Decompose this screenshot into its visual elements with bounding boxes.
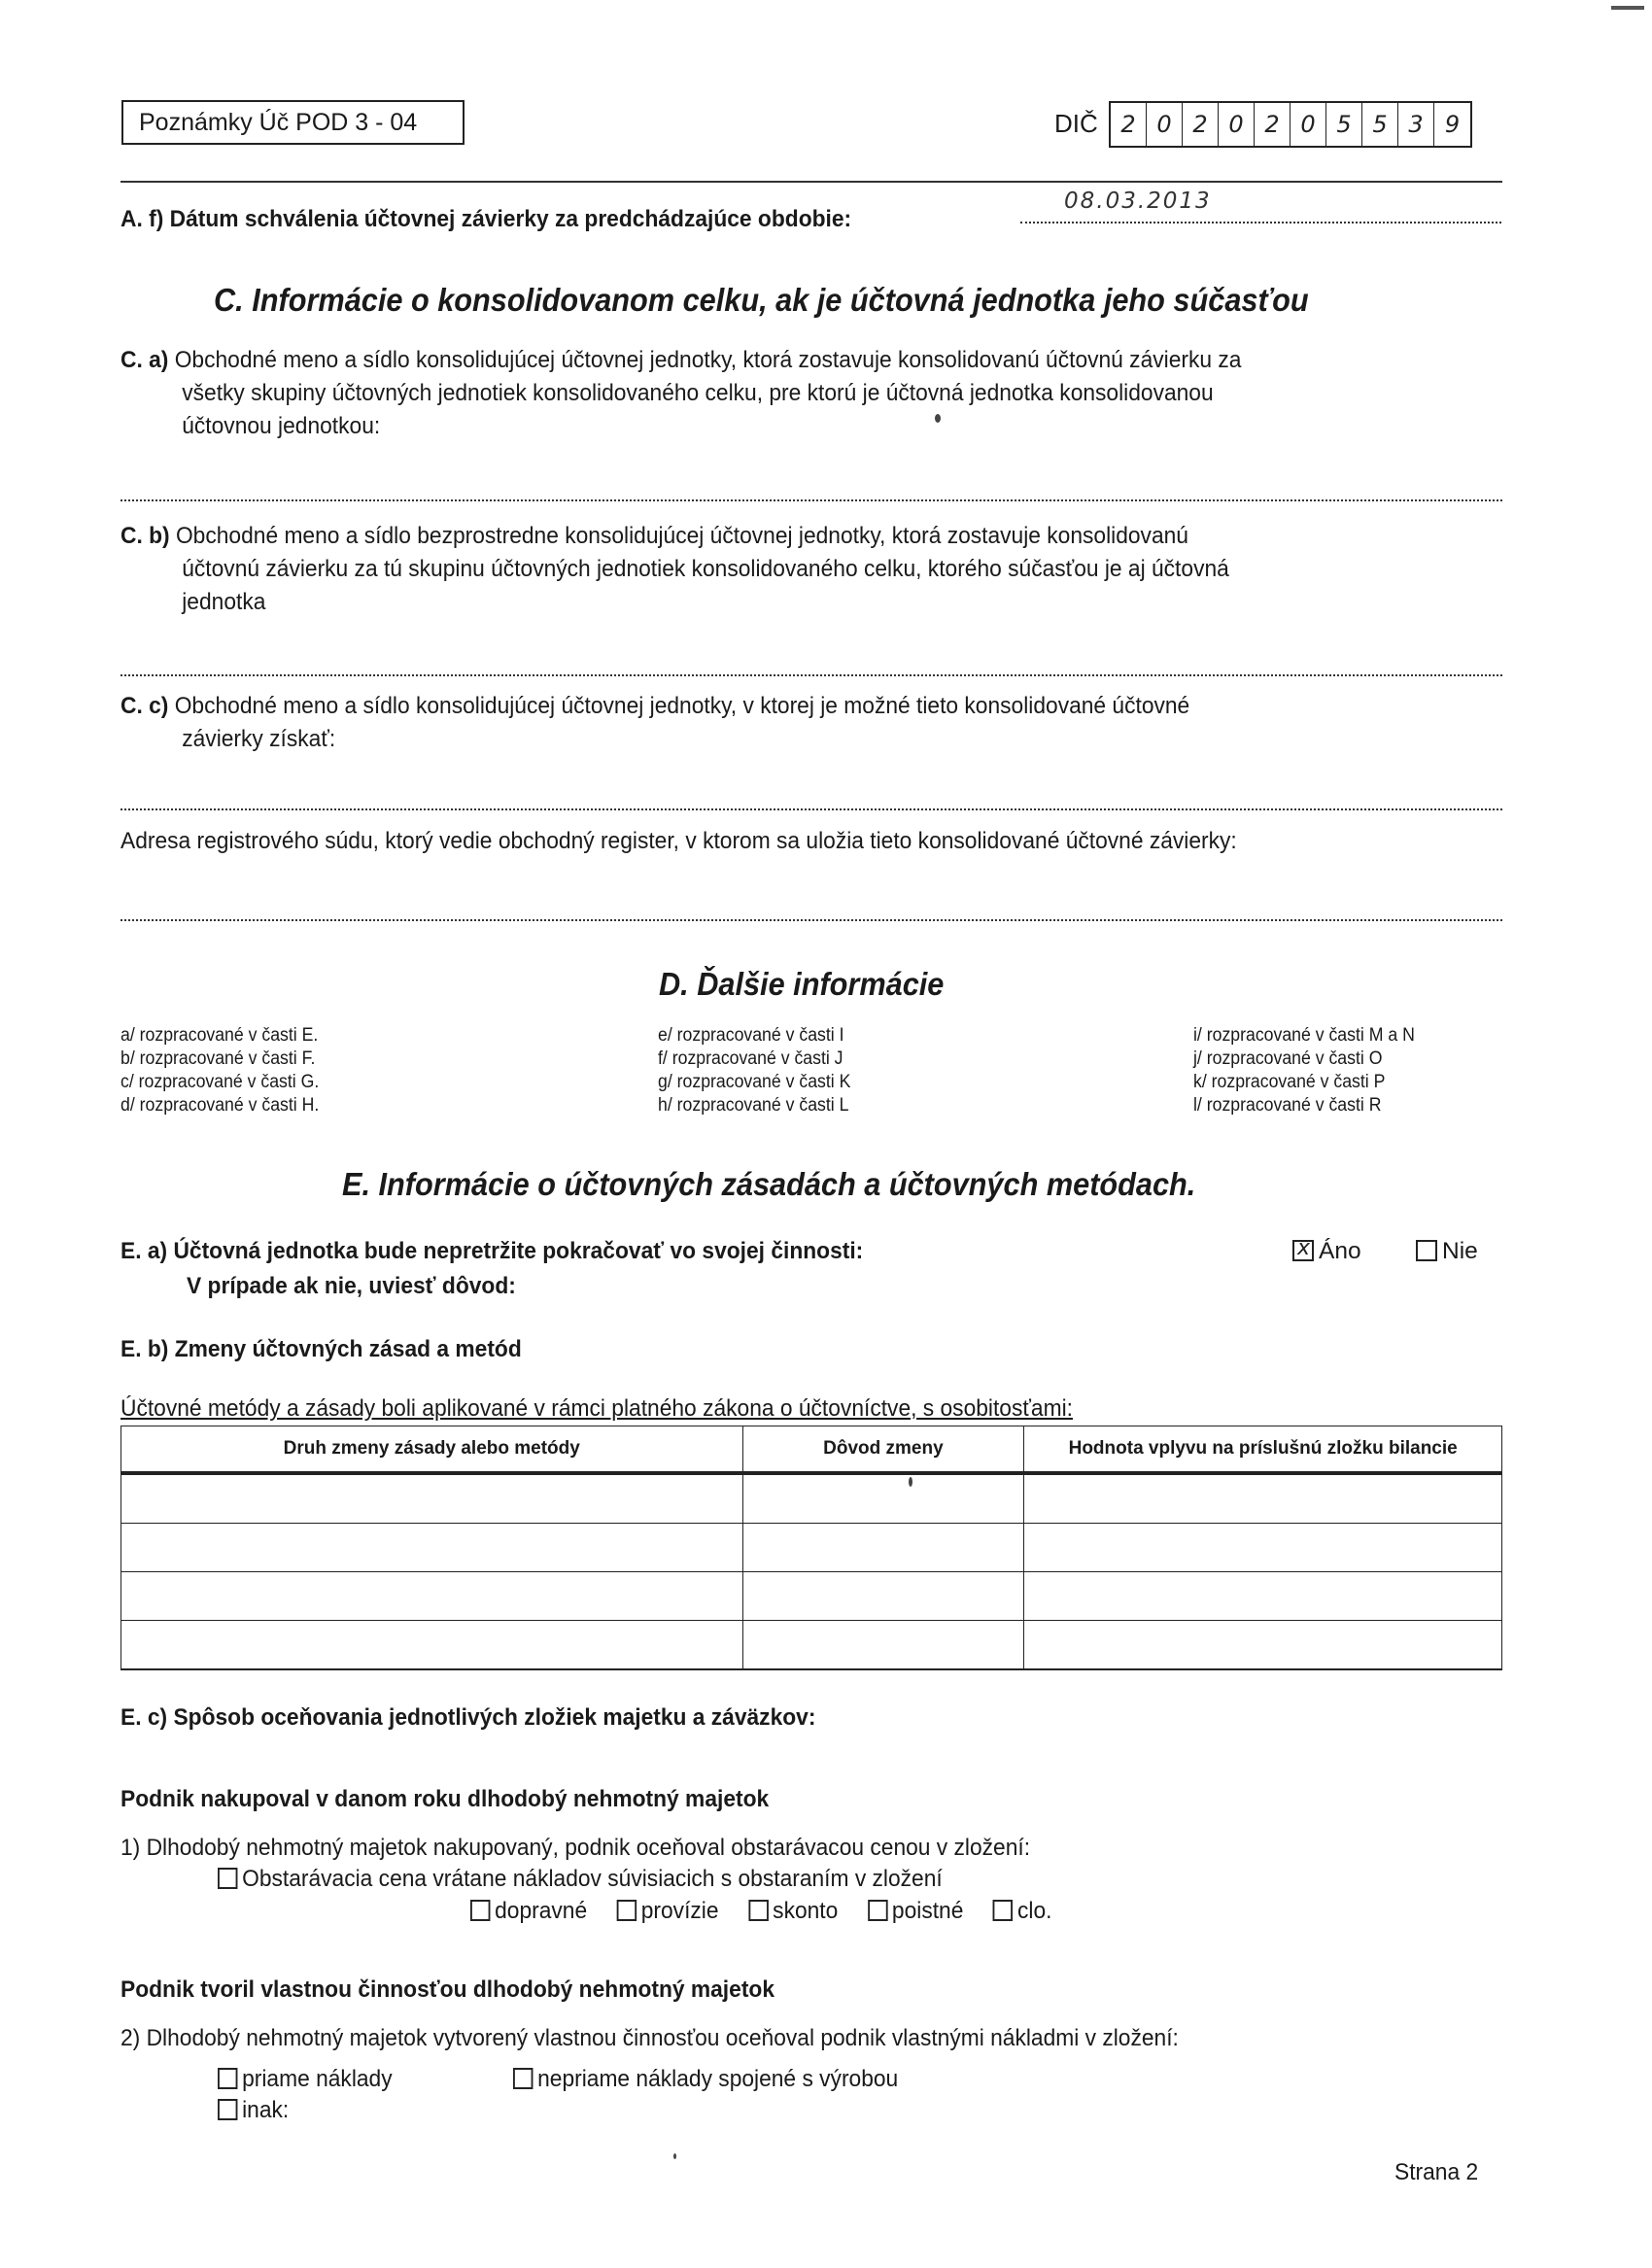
- ea-no-checkbox[interactable]: [1416, 1240, 1437, 1261]
- ea-yes-label: Áno: [1319, 1238, 1361, 1264]
- court-answer-line[interactable]: [120, 919, 1502, 921]
- table-row: [121, 1524, 1502, 1572]
- cc-text-1: Obchodné meno a sídlo konsolidujúcej účtovnej jednotky, v ktorej je možné tieto konsolidované účtovné: [174, 693, 1190, 719]
- d-item: h/ rozpracované v časti L: [658, 1095, 849, 1116]
- form-code: Poznámky Úč POD 3 - 04: [139, 109, 418, 136]
- table-row: [121, 1572, 1502, 1621]
- d-item: e/ rozpracované v časti I: [658, 1025, 844, 1046]
- ca-text-1: Obchodné meno a sídlo konsolidujúcej účtovnej jednotky, ktorá zostavuje konsolidovanú účtovnú závierku za: [174, 347, 1242, 373]
- section-d-column-3: [1193, 1024, 1415, 1117]
- header-rule: [120, 181, 1502, 183]
- cc-paragraph: [120, 690, 1476, 756]
- ea-no-option[interactable]: [1416, 1238, 1478, 1265]
- built-item-inak[interactable]: [218, 2097, 289, 2124]
- dic-digit[interactable]: 5: [1362, 103, 1398, 146]
- table-cell[interactable]: [1024, 1524, 1502, 1572]
- checkbox[interactable]: [993, 1900, 1013, 1921]
- ea-yes-option[interactable]: [1292, 1238, 1361, 1265]
- d-item: b/ rozpracované v časti F.: [120, 1048, 316, 1069]
- scan-speck: [909, 1477, 912, 1487]
- table-cell[interactable]: [1024, 1473, 1502, 1524]
- cc-answer-line[interactable]: [120, 808, 1502, 810]
- table-row: [121, 1621, 1502, 1670]
- ca-answer-line[interactable]: [120, 499, 1502, 501]
- section-d-column-2: [658, 1024, 850, 1117]
- section-c-title: C. Informácie o konsolidovanom celku, ak je účtovná jednotka jeho súčasťou: [214, 282, 1309, 318]
- d-item: j/ rozpracované v časti O: [1193, 1048, 1383, 1069]
- item-label: priame náklady: [242, 2066, 393, 2092]
- table-cell[interactable]: [742, 1524, 1024, 1572]
- section-d-column-1: [120, 1024, 319, 1117]
- bought-title: Podnik nakupoval v danom roku dlhodobý nehmotný majetok: [120, 1786, 770, 1812]
- checkbox[interactable]: [748, 1900, 768, 1921]
- d-item: a/ rozpracované v časti E.: [120, 1025, 319, 1046]
- dic-digit[interactable]: 5: [1326, 103, 1362, 146]
- bought-text: 1) Dlhodobý nehmotný majetok nakupovaný, podnik oceňoval obstarávacou cenou v zložení:: [120, 1835, 1031, 1861]
- table-cell[interactable]: [742, 1621, 1024, 1670]
- table-cell[interactable]: [1024, 1621, 1502, 1670]
- bought-item-dopravne[interactable]: [470, 1898, 587, 1924]
- ea-text: E. a) Účtovná jednotka bude nepretržite pokračovať vo svojej činnosti:: [120, 1238, 864, 1264]
- table-cell[interactable]: [121, 1524, 743, 1572]
- d-item: g/ rozpracované v časti K: [658, 1072, 851, 1092]
- section-e-title: E. Informácie o účtovných zásadách a účtovných metódach.: [342, 1166, 1196, 1202]
- checkbox[interactable]: [470, 1900, 490, 1921]
- item-label: skonto: [773, 1898, 839, 1924]
- af-value[interactable]: 08.03.2013: [1064, 189, 1212, 214]
- dic-digit[interactable]: 2: [1111, 103, 1147, 146]
- court-text: Adresa registrového súdu, ktorý vedie obchodný register, v ktorom sa uložia tieto konsolidované účtovné závierky:: [120, 828, 1237, 854]
- eb-title: E. b) Zmeny účtovných zásad a metód: [120, 1336, 522, 1362]
- bought-item-clo[interactable]: [993, 1898, 1052, 1924]
- built-item-nepriame[interactable]: [513, 2066, 898, 2093]
- d-item: c/ rozpracované v časti G.: [120, 1072, 320, 1092]
- d-item: l/ rozpracované v časti R: [1193, 1095, 1382, 1116]
- bought-item-poistne[interactable]: [868, 1898, 964, 1924]
- bought-option[interactable]: [218, 1866, 943, 1893]
- ca-text-2: všetky skupiny účtovných jednotiek konsolidovaného celku, pre ktorú je účtovná jednotka konsolidovanou: [182, 380, 1214, 406]
- checkbox[interactable]: [617, 1900, 637, 1921]
- cc-label: C. c): [120, 693, 169, 719]
- column-header: Druh zmeny zásady alebo metódy: [121, 1426, 743, 1474]
- form-code-box: [121, 100, 465, 145]
- dic-label: DIČ: [1054, 109, 1098, 138]
- eb-text: Účtovné metódy a zásady boli aplikované v rámci platného zákona o účtovníctve, s osobitosťami:: [120, 1395, 1073, 1422]
- item-label: nepriame náklady spojené s výrobou: [537, 2066, 899, 2092]
- cb-text-3: jednotka: [182, 589, 266, 615]
- cb-label: C. b): [120, 523, 170, 549]
- table-header-row: [121, 1426, 1502, 1474]
- dic-digit[interactable]: 0: [1147, 103, 1183, 146]
- bought-item-skonto[interactable]: [748, 1898, 838, 1924]
- d-item: d/ rozpracované v časti H.: [120, 1095, 320, 1116]
- af-dotted-line: [1020, 222, 1501, 223]
- table-cell[interactable]: [121, 1473, 743, 1524]
- cb-answer-line[interactable]: [120, 674, 1502, 676]
- table-cell[interactable]: [121, 1621, 743, 1670]
- ca-paragraph: [120, 344, 1476, 443]
- af-label: A. f) Dátum schválenia účtovnej závierky za predchádzajúce obdobie:: [120, 206, 852, 232]
- d-item: k/ rozpracované v časti P: [1193, 1072, 1386, 1092]
- built-title: Podnik tvoril vlastnou činnosťou dlhodobý nehmotný majetok: [120, 1976, 775, 2003]
- d-item: i/ rozpracované v časti M a N: [1193, 1025, 1415, 1046]
- bought-items: [470, 1898, 1052, 1925]
- checkbox[interactable]: [218, 2099, 237, 2120]
- table-cell[interactable]: [121, 1572, 743, 1621]
- cb-paragraph: [120, 520, 1476, 619]
- built-text: 2) Dlhodobý nehmotný majetok vytvorený vlastnou činnosťou oceňoval podnik vlastnými nákladmi v zložení:: [120, 2025, 1179, 2051]
- table-cell[interactable]: [1024, 1572, 1502, 1621]
- scan-page-edge: [1611, 6, 1644, 10]
- d-item: f/ rozpracované v časti J: [658, 1048, 843, 1069]
- ea-reason-label: V prípade ak nie, uviesť dôvod:: [187, 1273, 516, 1299]
- page-number: Strana 2: [1394, 2159, 1479, 2185]
- dic-digit[interactable]: 2: [1183, 103, 1219, 146]
- cc-text-2: závierky získať:: [182, 726, 336, 752]
- ea-yes-checkbox[interactable]: [1292, 1240, 1314, 1261]
- dic-digit[interactable]: 0: [1219, 103, 1255, 146]
- table-cell[interactable]: [742, 1572, 1024, 1621]
- dic-digit[interactable]: 0: [1291, 103, 1326, 146]
- cb-text-1: Obchodné meno a sídlo bezprostredne konsolidujúcej účtovnej jednotky, ktorá zostavuje konsolidovanú: [175, 523, 1188, 549]
- checkbox[interactable]: [513, 2068, 533, 2089]
- bought-option-label: Obstarávacia cena vrátane nákladov súvisiacich s obstaraním v zložení: [242, 1866, 943, 1892]
- ea-no-label: Nie: [1442, 1238, 1478, 1264]
- bought-item-provizie[interactable]: [617, 1898, 719, 1924]
- cb-text-2: účtovnú závierku za tú skupinu účtovných jednotiek konsolidovaného celku, ktorého súčasťou je aj účtovná: [182, 556, 1229, 582]
- item-label: provízie: [640, 1898, 719, 1924]
- changes-table: [120, 1426, 1502, 1670]
- scan-speck: [935, 414, 941, 423]
- item-label: inak:: [242, 2097, 290, 2123]
- section-d-title: D. Ďalšie informácie: [659, 966, 945, 1002]
- checkbox[interactable]: [218, 2068, 237, 2089]
- table-cell[interactable]: [742, 1473, 1024, 1524]
- dic-digit[interactable]: 3: [1398, 103, 1434, 146]
- bought-option-checkbox[interactable]: [218, 1868, 237, 1889]
- built-item-priame[interactable]: [218, 2066, 393, 2093]
- table-row: [121, 1473, 1502, 1524]
- checkbox[interactable]: [868, 1900, 887, 1921]
- dic-field[interactable]: [1109, 101, 1472, 148]
- scan-speck: [673, 2153, 676, 2159]
- item-label: poistné: [891, 1898, 964, 1924]
- column-header: Dôvod zmeny: [742, 1426, 1024, 1474]
- item-label: dopravné: [495, 1898, 588, 1924]
- dic-digit[interactable]: 2: [1255, 103, 1291, 146]
- ca-label: C. a): [120, 347, 169, 373]
- item-label: clo.: [1017, 1898, 1052, 1924]
- ec-title: E. c) Spôsob oceňovania jednotlivých zložiek majetku a záväzkov:: [120, 1704, 816, 1731]
- ca-text-3: účtovnou jednotkou:: [182, 413, 381, 439]
- dic-digit[interactable]: 9: [1444, 111, 1461, 138]
- column-header: Hodnota vplyvu na príslušnú zložku bilancie: [1024, 1426, 1502, 1474]
